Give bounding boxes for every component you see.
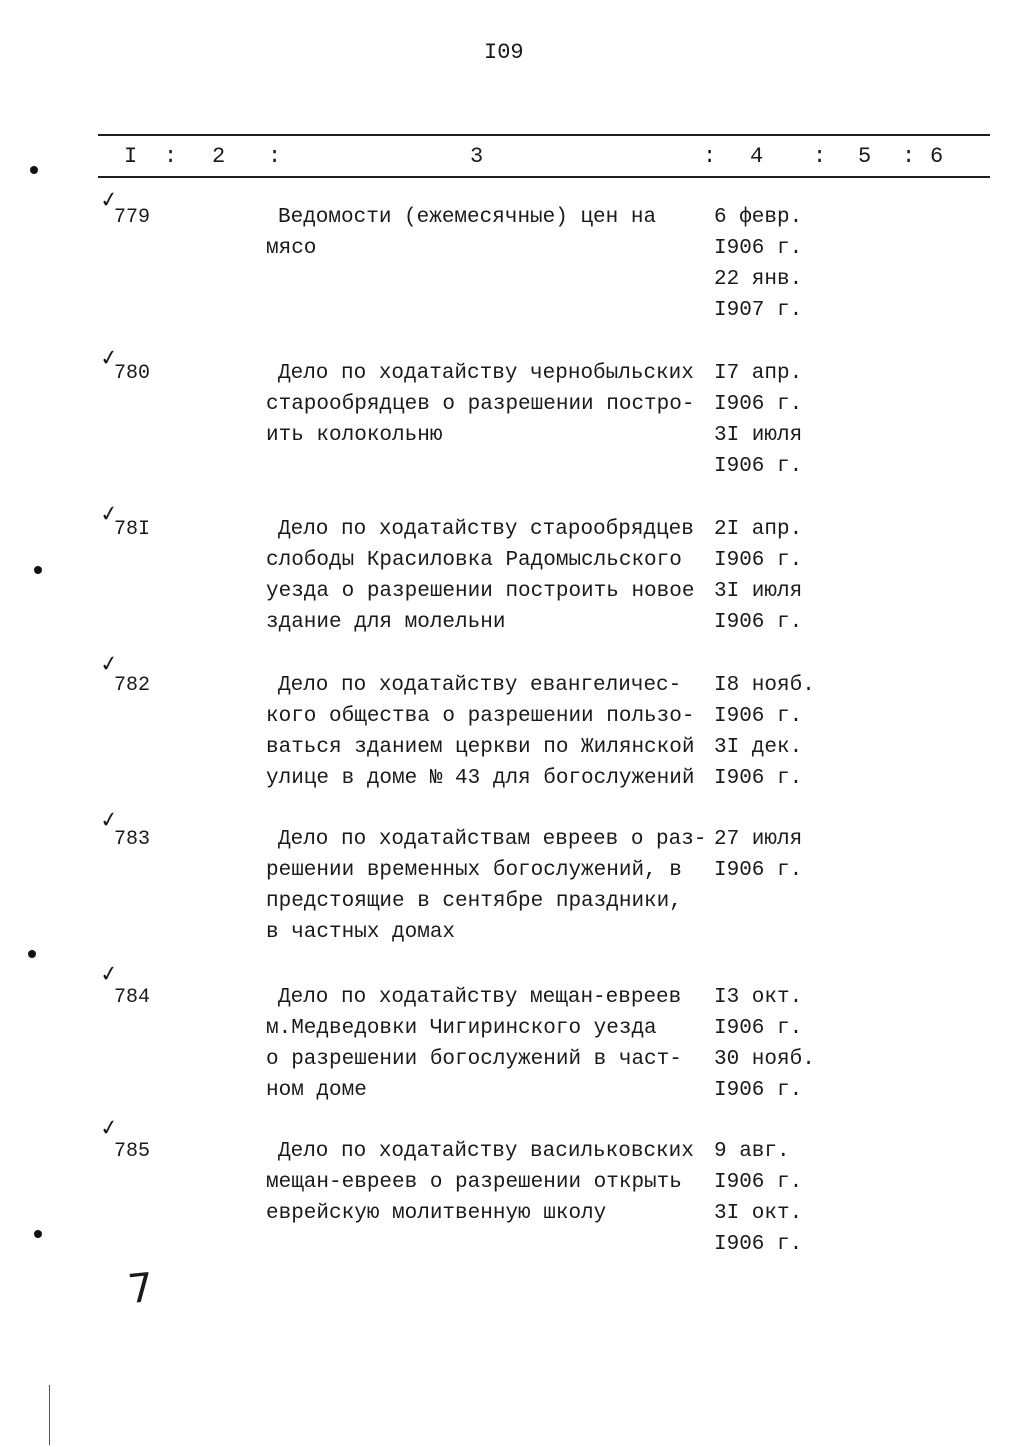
punch-hole-icon	[34, 566, 42, 574]
entry-number: 783	[114, 828, 151, 851]
column-separator: :	[268, 144, 282, 169]
punch-hole-icon	[28, 950, 36, 958]
column-separator: :	[703, 144, 717, 169]
entry-description: Дело по ходатайству чернобыльских старообрядцев о разрешении постро- ить колокольню	[266, 362, 695, 447]
handwritten-number: 7	[125, 1264, 156, 1314]
column-header-4: 4	[750, 144, 764, 169]
entry-number: 78I	[114, 518, 151, 541]
entry-dates: 2I апр. I906 г. 3I июля I906 г.	[714, 518, 803, 634]
check-mark-icon: ✓	[98, 806, 121, 835]
column-header-5: 5	[858, 144, 872, 169]
entry-description: Дело по ходатайству евангеличес- кого общества о разрешении пользо- ваться зданием церкви по Жилянской улице в доме № 43 для богослужений	[266, 674, 695, 790]
column-header-3: 3	[470, 144, 484, 169]
entry-description: Ведомости (ежемесячные) цен на мясо	[266, 206, 657, 260]
column-header-6: 6	[930, 144, 944, 169]
entry-dates: I7 апр. I906 г. 3I июля I906 г.	[714, 362, 803, 478]
column-header-1: I	[124, 144, 138, 169]
check-mark-icon: ✓	[98, 186, 121, 215]
entry-description: Дело по ходатайствам евреев о раз- решении временных богослужений, в предстоящие в сентябре праздники, в частных домах	[266, 828, 707, 944]
check-mark-icon: ✓	[98, 650, 121, 679]
header-bottom-rule	[98, 176, 990, 178]
margin-mark	[49, 1385, 50, 1445]
entry-description: Дело по ходатайству васильковских мещан-евреев о разрешении открыть еврейскую молитвенную школу	[266, 1140, 694, 1225]
column-separator: :	[164, 144, 178, 169]
check-mark-icon: ✓	[98, 344, 121, 373]
column-header-2: 2	[212, 144, 226, 169]
punch-hole-icon	[30, 166, 38, 174]
entry-number: 785	[114, 1140, 151, 1163]
entry-description: Дело по ходатайству мещан-евреев м.Медведовки Чигиринского уезда о разрешении богослужений в част- ном доме	[266, 986, 682, 1102]
entry-dates: I8 нояб. I906 г. 3I дек. I906 г.	[714, 674, 815, 790]
entry-dates: 27 июля I906 г.	[714, 828, 803, 882]
entry-dates: 9 авг. I906 г. 3I окт. I906 г.	[714, 1140, 803, 1256]
entry-description: Дело по ходатайству старообрядцев слободы Красиловка Радомысльского уезда о разрешении построить новое здание для молельни	[266, 518, 695, 634]
column-separator: :	[902, 144, 916, 169]
punch-hole-icon	[34, 1230, 42, 1238]
entry-number: 782	[114, 674, 151, 697]
page-number: I09	[484, 40, 524, 65]
check-mark-icon: ✓	[98, 500, 121, 529]
header-top-rule	[98, 134, 990, 136]
check-mark-icon: ✓	[98, 960, 121, 989]
entry-dates: 6 февр. I906 г. 22 янв. I907 г.	[714, 206, 803, 322]
entry-number: 780	[114, 362, 151, 385]
entry-number: 784	[114, 986, 151, 1009]
check-mark-icon: ✓	[98, 1114, 121, 1143]
column-separator: :	[813, 144, 827, 169]
entry-number: 779	[114, 206, 151, 229]
entry-dates: I3 окт. I906 г. 30 нояб. I906 г.	[714, 986, 815, 1102]
